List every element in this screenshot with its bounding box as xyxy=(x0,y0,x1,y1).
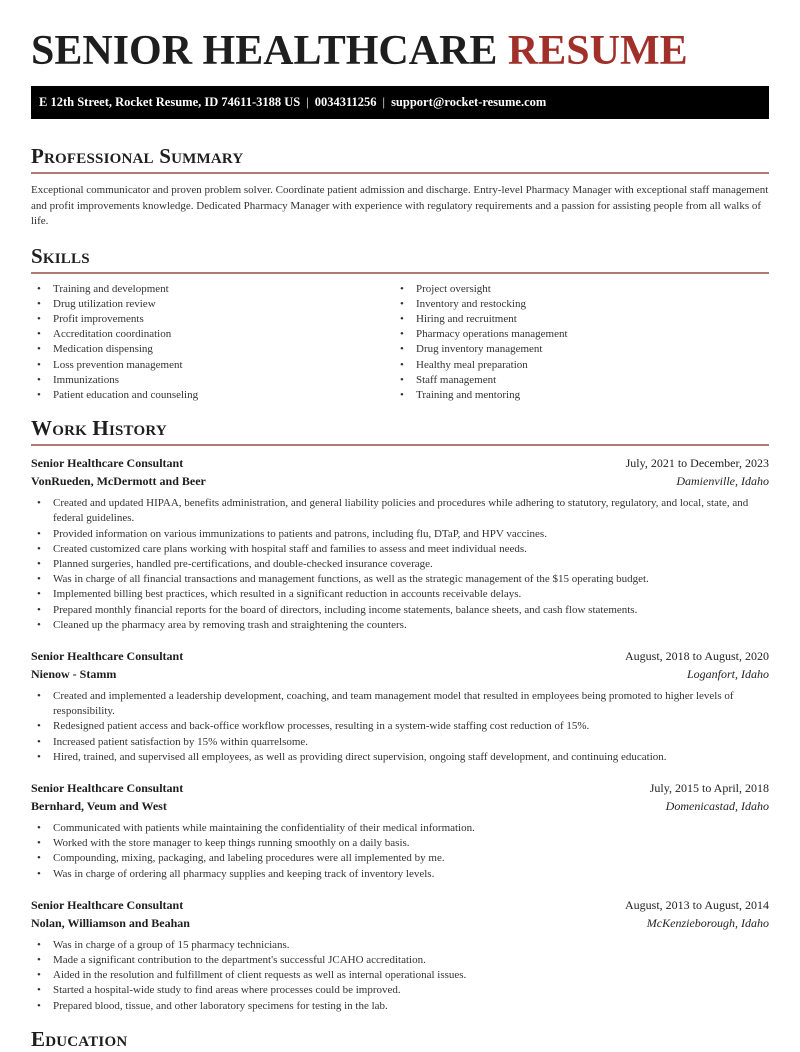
duty-item: • Redesigned patient access and back-office workflow processes, resulting in a system-wide staffing cost reduction of 15%. xyxy=(31,719,769,734)
section-heading-education: Education xyxy=(31,1026,128,1051)
duty-item: • Compounding, mixing, packaging, and labeling procedures were all implemented by me. xyxy=(31,851,769,866)
job-company: VonRueden, McDermott and Beer xyxy=(31,474,206,489)
resume-title xyxy=(31,0,769,74)
job-location: Domenicastad, Idaho xyxy=(665,798,769,813)
skill-item: • Inventory and restocking xyxy=(394,297,757,312)
skills-section xyxy=(31,243,769,404)
job-dates: July, 2015 to April, 2018 xyxy=(649,780,769,795)
skill-item: • Staff management xyxy=(394,373,757,388)
job-header-row xyxy=(31,647,769,665)
skill-item: • Pharmacy operations management xyxy=(394,327,757,342)
duty-item: • Was in charge of all financial transactions and management functions, as well as the strategic management of the $15 operating budget. xyxy=(31,572,769,587)
duty-item: • Cleaned up the pharmacy area by removing trash and straightening the counters. xyxy=(31,618,769,633)
job-header-row xyxy=(31,454,769,472)
skill-item: • Healthy meal preparation xyxy=(394,358,757,373)
contact-separator: | xyxy=(382,95,386,109)
job-duties xyxy=(31,938,769,1014)
job-subheader-row xyxy=(31,914,769,932)
job-header-row xyxy=(31,779,769,797)
duty-item: • Was in charge of a group of 15 pharmacy technicians. xyxy=(31,938,769,953)
job-subheader-row xyxy=(31,797,769,815)
duty-item: • Created and implemented a leadership development, coaching, and team management model that resulted in employees being promoted to higher levels of responsibility. xyxy=(31,689,769,719)
section-divider xyxy=(31,172,769,174)
duty-item: • Hired, trained, and supervised all employees, as well as providing direct supervision, ongoing staff development, and continuing education. xyxy=(31,750,769,765)
job-title: Senior Healthcare Consultant xyxy=(31,897,184,912)
skill-item: • Training and mentoring xyxy=(394,388,757,403)
title-main: SENIOR HEALTHCARE xyxy=(31,28,498,74)
duty-item: • Created customized care plans working with hospital staff and families to assess and meet individual needs. xyxy=(31,542,769,557)
job-entry xyxy=(31,647,769,765)
skill-item: • Accreditation coordination xyxy=(31,327,394,342)
skills-list-right xyxy=(394,282,757,404)
summary-text: Exceptional communicator and proven problem solver. Coordinate patient admission and discharge. Entry-level Pharmacy Manager with exceptional staff management and profit improvements knowledge. Dedicated Pharmacy Manager with experience with regulatory requirements and a passion for assisting people from all walks of life. xyxy=(31,184,769,227)
job-duties xyxy=(31,689,769,765)
section-divider xyxy=(31,272,769,274)
skill-item: • Project oversight xyxy=(394,282,757,297)
duty-item: • Made a significant contribution to the department's successful JCAHO accreditation. xyxy=(31,953,769,968)
contact-phone: 0034311256 xyxy=(314,95,377,109)
duty-item: • Increased patient satisfaction by 15% within quarrelsome. xyxy=(31,735,769,750)
section-heading-skills: Skills xyxy=(31,243,90,268)
skill-item: • Hiring and recruitment xyxy=(394,312,757,327)
work-history-section xyxy=(31,415,769,1014)
job-company: Nienow - Stamm xyxy=(31,666,117,681)
job-company: Bernhard, Veum and West xyxy=(31,798,167,813)
job-entry xyxy=(31,896,769,1014)
skill-item: • Drug inventory management xyxy=(394,342,757,357)
duty-item: • Aided in the resolution and fulfillment of client requests as well as internal operational issues. xyxy=(31,968,769,983)
skill-item: • Medication dispensing xyxy=(31,342,394,357)
job-duties xyxy=(31,496,769,633)
duty-item: • Worked with the store manager to keep things running smoothly on a daily basis. xyxy=(31,836,769,851)
section-heading-work-history: Work History xyxy=(31,416,167,441)
job-title: Senior Healthcare Consultant xyxy=(31,648,184,663)
job-dates: August, 2013 to August, 2014 xyxy=(624,897,769,912)
skill-item: • Drug utilization review xyxy=(31,297,394,312)
job-location: Loganfort, Idaho xyxy=(686,666,769,681)
job-duties xyxy=(31,821,769,882)
job-title: Senior Healthcare Consultant xyxy=(31,456,184,471)
duty-item: • Was in charge of ordering all pharmacy supplies and keeping track of inventory levels. xyxy=(31,867,769,882)
duty-item: • Implemented billing best practices, which resulted in a significant reduction in accounts receivable delays. xyxy=(31,587,769,602)
skill-item: • Patient education and counseling xyxy=(31,388,394,403)
job-location: McKenzieborough, Idaho xyxy=(646,915,769,930)
duty-item: • Prepared blood, tissue, and other laboratory specimens for testing in the lab. xyxy=(31,999,769,1014)
education-section xyxy=(31,1026,769,1052)
skill-item: • Training and development xyxy=(31,282,394,297)
job-entry xyxy=(31,454,769,633)
skills-list-left xyxy=(31,282,394,404)
duty-item: • Provided information on various immunizations to patients and patrons, including flu, DTaP, and HPV vaccines. xyxy=(31,527,769,542)
duty-item: • Planned surgeries, handled pre-certifications, and double-checked insurance coverage. xyxy=(31,557,769,572)
skill-item: • Profit improvements xyxy=(31,312,394,327)
job-company: Nolan, Williamson and Beahan xyxy=(31,915,190,930)
job-title: Senior Healthcare Consultant xyxy=(31,780,184,795)
contact-address: E 12th Street, Rocket Resume, ID 74611-3188 US xyxy=(39,95,301,109)
duty-item: • Created and updated HIPAA, benefits administration, and general liability policies and procedures while adhering to statutory, regulatory, and local, state, and federal guidelines. xyxy=(31,496,769,526)
job-header-row xyxy=(31,896,769,914)
title-accent: RESUME xyxy=(507,28,688,74)
contact-email[interactable]: support@rocket-resume.com xyxy=(391,95,547,109)
duty-item: • Communicated with patients while maintaining the confidentiality of their medical information. xyxy=(31,821,769,836)
job-location: Damienville, Idaho xyxy=(676,474,769,489)
job-dates: August, 2018 to August, 2020 xyxy=(624,648,769,663)
job-subheader-row xyxy=(31,472,769,490)
duty-item: • Started a hospital-wide study to find areas where processes could be improved. xyxy=(31,983,769,998)
job-entry xyxy=(31,779,769,882)
contact-separator: | xyxy=(306,95,309,109)
section-divider xyxy=(31,444,769,446)
job-subheader-row xyxy=(31,665,769,683)
job-dates: July, 2021 to December, 2023 xyxy=(625,456,769,471)
skills-columns xyxy=(31,282,769,404)
section-heading-summary: Professional Summary xyxy=(31,144,244,168)
skill-item: • Immunizations xyxy=(31,373,394,388)
summary-section xyxy=(31,143,769,230)
duty-item: • Prepared monthly financial reports for the board of directors, including income statements, balance sheets, and cash flow statements. xyxy=(31,603,769,618)
skill-item: • Loss prevention management xyxy=(31,358,394,373)
contact-bar xyxy=(31,86,769,119)
